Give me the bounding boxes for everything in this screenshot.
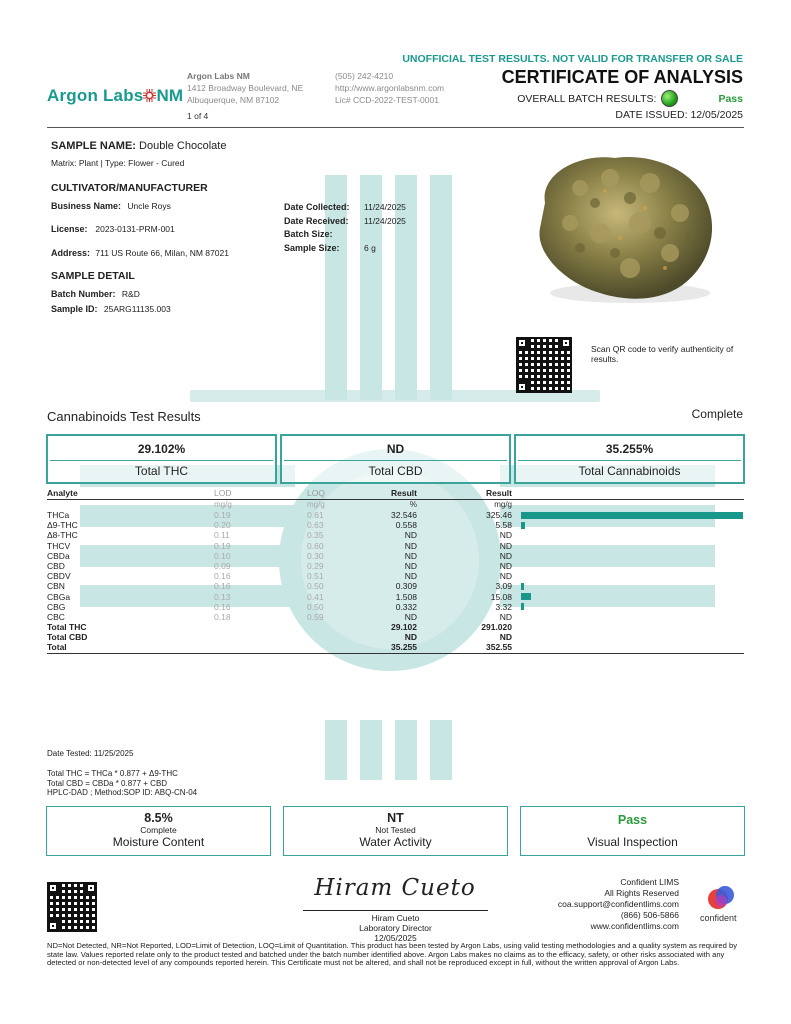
signatory-title: Laboratory Director: [359, 923, 432, 933]
sample-name-value: Double Chocolate: [139, 140, 227, 152]
table-row: [47, 530, 744, 540]
address-value: 711 US Route 66, Milan, NM 87021: [95, 248, 229, 258]
header-divider: [47, 127, 744, 128]
loq-cell: 0.60: [307, 540, 324, 551]
summary-label: Total Cannabinoids: [578, 464, 681, 478]
license: [51, 224, 175, 234]
argon-labs-logo: [47, 86, 183, 106]
batch-number-label: Batch Number:: [51, 289, 116, 299]
product-photo: [520, 143, 720, 313]
table-units: [47, 500, 744, 510]
zia-icon: [143, 89, 156, 102]
result-mgg-cell: ND: [499, 632, 512, 643]
method-notes: [47, 769, 197, 798]
address: [51, 248, 229, 258]
summary-label: Total THC: [134, 464, 189, 478]
table-row: [47, 561, 744, 571]
result-mgg-cell: 325.46: [486, 510, 512, 520]
loq-cell: 0.41: [307, 591, 324, 602]
sample-matrix: Matrix: Plant | Type: Flower - Cured: [51, 158, 185, 168]
sample-size-label: Sample Size:: [284, 242, 340, 253]
date-received: [284, 215, 406, 229]
test-label: Moisture Content: [112, 835, 205, 849]
summary-total-thc: [46, 434, 277, 484]
test-sub: Not Tested: [375, 825, 416, 835]
analyte-cell: CBGa: [47, 591, 71, 602]
unofficial-banner: UNOFFICIAL TEST RESULTS. NOT VALID FOR TRANSFER OR SALE: [402, 53, 743, 65]
table-body: [47, 510, 744, 622]
result-mgg-cell: ND: [499, 540, 512, 551]
footer-qr-code[interactable]: [47, 882, 97, 932]
table-header: [47, 488, 744, 500]
sample-id-value: 25ARG11135.003: [103, 304, 171, 314]
sample-detail-heading: SAMPLE DETAIL: [51, 270, 135, 282]
table-totals: [47, 622, 744, 654]
total-row: [47, 632, 744, 642]
confident-phone: (866) 506-5866: [620, 910, 679, 920]
result-pct-cell: ND: [404, 550, 417, 561]
summary-value: 35.255%: [518, 438, 741, 461]
overall-value: Pass: [718, 92, 743, 105]
business-label: Business Name:: [51, 201, 122, 211]
result-pct-cell: ND: [404, 560, 417, 571]
formula-thc: Total THC = THCa * 0.877 + Δ9-THC: [47, 769, 178, 778]
lod-cell: 0.11: [214, 530, 230, 541]
result-bar: [521, 522, 525, 529]
result-mgg-cell: 15.08: [490, 591, 512, 602]
lab-address1: 1412 Broadway Boulevard, NE: [187, 83, 304, 93]
signature-line: [303, 910, 488, 911]
confident-line1: Confident LIMS: [620, 877, 679, 887]
test-label: Visual Inspection: [587, 835, 678, 849]
result-bar: [521, 603, 524, 610]
lod-cell: 0.18: [214, 611, 231, 622]
result-pct-cell: 0.309: [395, 581, 417, 592]
verification-qr-code[interactable]: [516, 337, 572, 393]
sample-name: [51, 140, 226, 152]
batch-number: [51, 289, 140, 299]
result-mgg-cell: 3.32: [495, 601, 512, 612]
business-name: [51, 201, 171, 211]
license-label: License:: [51, 224, 88, 234]
result-mgg-cell: 5.58: [495, 520, 512, 531]
lod-cell: 0.20: [214, 520, 231, 531]
result-pct-cell: ND: [404, 571, 417, 582]
loq-cell: 0.50: [307, 581, 324, 592]
col-analyte: Analyte: [47, 488, 78, 498]
dates-block: [284, 201, 406, 255]
overall-results: [517, 90, 743, 107]
test-value: NT: [387, 811, 404, 825]
confident-info: [558, 877, 679, 932]
lab-name: Argon Labs NM: [187, 71, 250, 81]
test-sub: Complete: [140, 825, 177, 835]
formula-cbd: Total CBD = CBDa * 0.877 + CBD: [47, 778, 168, 788]
date-collected-label: Date Collected:: [284, 202, 350, 212]
sample-id: [51, 304, 171, 314]
lab-contact: [335, 70, 444, 106]
confident-email[interactable]: coa.support@confidentlims.com: [557, 899, 679, 909]
date-collected-value: 11/24/2025: [364, 202, 406, 212]
loq-cell: 0.61: [307, 510, 324, 520]
analyte-cell: CBN: [47, 581, 65, 592]
test-value: Pass: [617, 813, 648, 827]
signatory-date: 12/05/2025: [374, 933, 417, 943]
pass-indicator-icon: [661, 90, 678, 107]
lod-cell: 0.19: [214, 510, 231, 520]
analyte-cell: THCV: [47, 540, 71, 551]
batch-number-value: R&D: [121, 289, 140, 299]
test-label: Water Activity: [359, 835, 432, 849]
logo-text: Argon Labs: [47, 86, 144, 105]
cannabinoids-status: Complete: [691, 407, 743, 421]
results-table: [47, 488, 744, 654]
summary-total-cannabinoids: [514, 434, 745, 484]
lod-cell: 0.13: [214, 591, 231, 602]
analyte-cell: Total CBD: [47, 632, 88, 643]
unit-lod: mg/g: [214, 500, 232, 509]
test-visual-inspection: [520, 806, 745, 856]
test-water-activity: [283, 806, 508, 856]
loq-cell: 0.29: [307, 560, 324, 571]
disclaimer: ND=Not Detected, NR=Not Reported, LOD=Limit of Detection, LOQ=Limit of Quantitation. This product has been tested by Argon Labs, using valid testing methodologies and a quality system as required by state law. Values reported relate only to the product tested and batched under the batch number identified above. Argon Labs makes no claims as to the efficacy, safety, or other risks associated with any detected or non-detected level of any compounds reported herein. This Certificate must not be altered, and shall not be reproduced except in full, without the written approval of Argon Labs.: [47, 941, 737, 968]
result-pct-cell: ND: [404, 611, 417, 622]
analyte-cell: Δ9-THC: [47, 520, 78, 531]
analyte-cell: Total: [47, 642, 67, 653]
business-value: Uncle Roys: [127, 201, 171, 211]
confident-logo-icon: [707, 884, 735, 912]
sample-name-label: SAMPLE NAME:: [51, 140, 136, 152]
date-issued: DATE ISSUED: 12/05/2025: [615, 109, 743, 121]
result-mgg-cell: ND: [499, 530, 512, 541]
lod-cell: 0.16: [214, 601, 231, 612]
table-row: [47, 602, 744, 612]
analyte-cell: CBG: [47, 601, 66, 612]
analyte-cell: CBC: [47, 611, 65, 622]
batch-size: [284, 228, 406, 242]
result-pct-cell: 35.255: [391, 642, 417, 653]
sample-size: [284, 242, 406, 256]
date-tested: Date Tested: 11/25/2025: [47, 749, 134, 758]
result-mgg-cell: ND: [499, 560, 512, 571]
lab-address2: Albuquerque, NM 87102: [187, 95, 280, 105]
analyte-cell: CBDa: [47, 550, 70, 561]
result-pct-cell: ND: [404, 540, 417, 551]
col-result-mgg: Result: [486, 488, 512, 498]
col-loq: LOQ: [307, 488, 325, 498]
analyte-cell: Δ8-THC: [47, 530, 78, 541]
total-row: [47, 642, 744, 652]
lab-license: Lic# CCD-2022-TEST-0001: [335, 95, 439, 105]
table-row: [47, 541, 744, 551]
signatory: [303, 913, 488, 943]
summary-value: ND: [284, 438, 507, 461]
lod-cell: 0.16: [214, 571, 231, 582]
col-result-pct: Result: [391, 488, 417, 498]
test-moisture-content: [46, 806, 271, 856]
signature-script: Hiram Cueto: [314, 875, 476, 901]
result-mgg-cell: 3.09: [495, 581, 512, 592]
page-number: 1 of 4: [187, 111, 209, 121]
analyte-cell: CBDV: [47, 571, 71, 582]
certificate-title: CERTIFICATE OF ANALYSIS: [501, 67, 743, 87]
table-row: [47, 571, 744, 581]
confident-logo-text: confident: [700, 913, 737, 923]
lod-cell: 0.09: [214, 560, 231, 571]
analyte-cell: Total THC: [47, 622, 87, 633]
lab-phone: (505) 242-4210: [335, 71, 394, 81]
result-pct-cell: 1.508: [395, 591, 417, 602]
date-received-label: Date Received:: [284, 215, 349, 226]
result-pct-cell: ND: [404, 530, 417, 541]
loq-cell: 0.51: [307, 571, 324, 582]
loq-cell: 0.63: [307, 520, 324, 531]
unit-mgg: mg/g: [494, 500, 512, 509]
result-pct-cell: 0.332: [395, 601, 417, 612]
qr-note: Scan QR code to verify authenticity of results.: [591, 344, 734, 364]
confident-line2: All Rights Reserved: [604, 888, 679, 898]
col-lod: LOD: [214, 488, 232, 498]
summary-total-cbd: [280, 434, 511, 484]
sample-id-label: Sample ID:: [51, 304, 98, 314]
summary-label: Total CBD: [368, 464, 423, 478]
method: HPLC-DAD ; Method:SOP ID: ABQ-CN-04: [47, 788, 198, 797]
loq-cell: 0.50: [307, 601, 324, 612]
signatory-name: Hiram Cueto: [371, 913, 420, 923]
unit-pct: %: [409, 500, 417, 509]
analyte-cell: THCa: [47, 510, 70, 520]
result-mgg-cell: ND: [499, 611, 512, 622]
confident-website[interactable]: www.confidentlims.com: [590, 921, 679, 931]
result-bar: [521, 583, 524, 590]
loq-cell: 0.30: [307, 550, 324, 561]
result-pct-cell: 0.558: [395, 520, 417, 531]
lab-info: [187, 70, 303, 122]
table-row: [47, 510, 744, 520]
result-pct-cell: 32.546: [391, 510, 417, 520]
batch-size-label: Batch Size:: [284, 229, 333, 239]
overall-label: OVERALL BATCH RESULTS:: [517, 92, 657, 105]
lod-cell: 0.10: [214, 550, 231, 561]
unit-loq: mg/g: [307, 500, 325, 509]
table-row: [47, 592, 744, 602]
lod-cell: 0.19: [214, 540, 231, 551]
address-label: Address:: [51, 248, 91, 258]
logo-suffix: NM: [156, 86, 184, 105]
result-mgg-cell: ND: [499, 571, 512, 582]
license-value: 2023-0131-PRM-001: [95, 224, 175, 234]
test-value: 8.5%: [144, 811, 173, 825]
date-collected: [284, 201, 406, 215]
cultivator-heading: CULTIVATOR/MANUFACTURER: [51, 182, 208, 194]
loq-cell: 0.59: [307, 611, 324, 622]
loq-cell: 0.35: [307, 530, 324, 541]
result-pct-cell: ND: [404, 632, 417, 643]
table-row: [47, 520, 744, 530]
lab-website[interactable]: http://www.argonlabsnm.com: [335, 83, 445, 93]
table-row: [47, 551, 744, 561]
table-row: [47, 612, 744, 622]
analyte-cell: CBD: [47, 560, 65, 571]
result-bar: [521, 512, 743, 519]
result-mgg-cell: 352.55: [486, 642, 512, 653]
table-row: [47, 581, 744, 591]
result-bar: [521, 593, 531, 600]
lod-cell: 0.16: [214, 581, 231, 592]
result-pct-cell: 29.102: [391, 622, 417, 633]
result-mgg-cell: 291.020: [481, 622, 512, 633]
summary-value: 29.102%: [50, 438, 273, 461]
date-received-value: 11/24/2025: [364, 215, 406, 226]
result-mgg-cell: ND: [499, 550, 512, 561]
total-row: [47, 622, 744, 632]
sample-size-value: 6 g: [364, 242, 376, 253]
cannabinoids-title: Cannabinoids Test Results: [47, 409, 201, 424]
